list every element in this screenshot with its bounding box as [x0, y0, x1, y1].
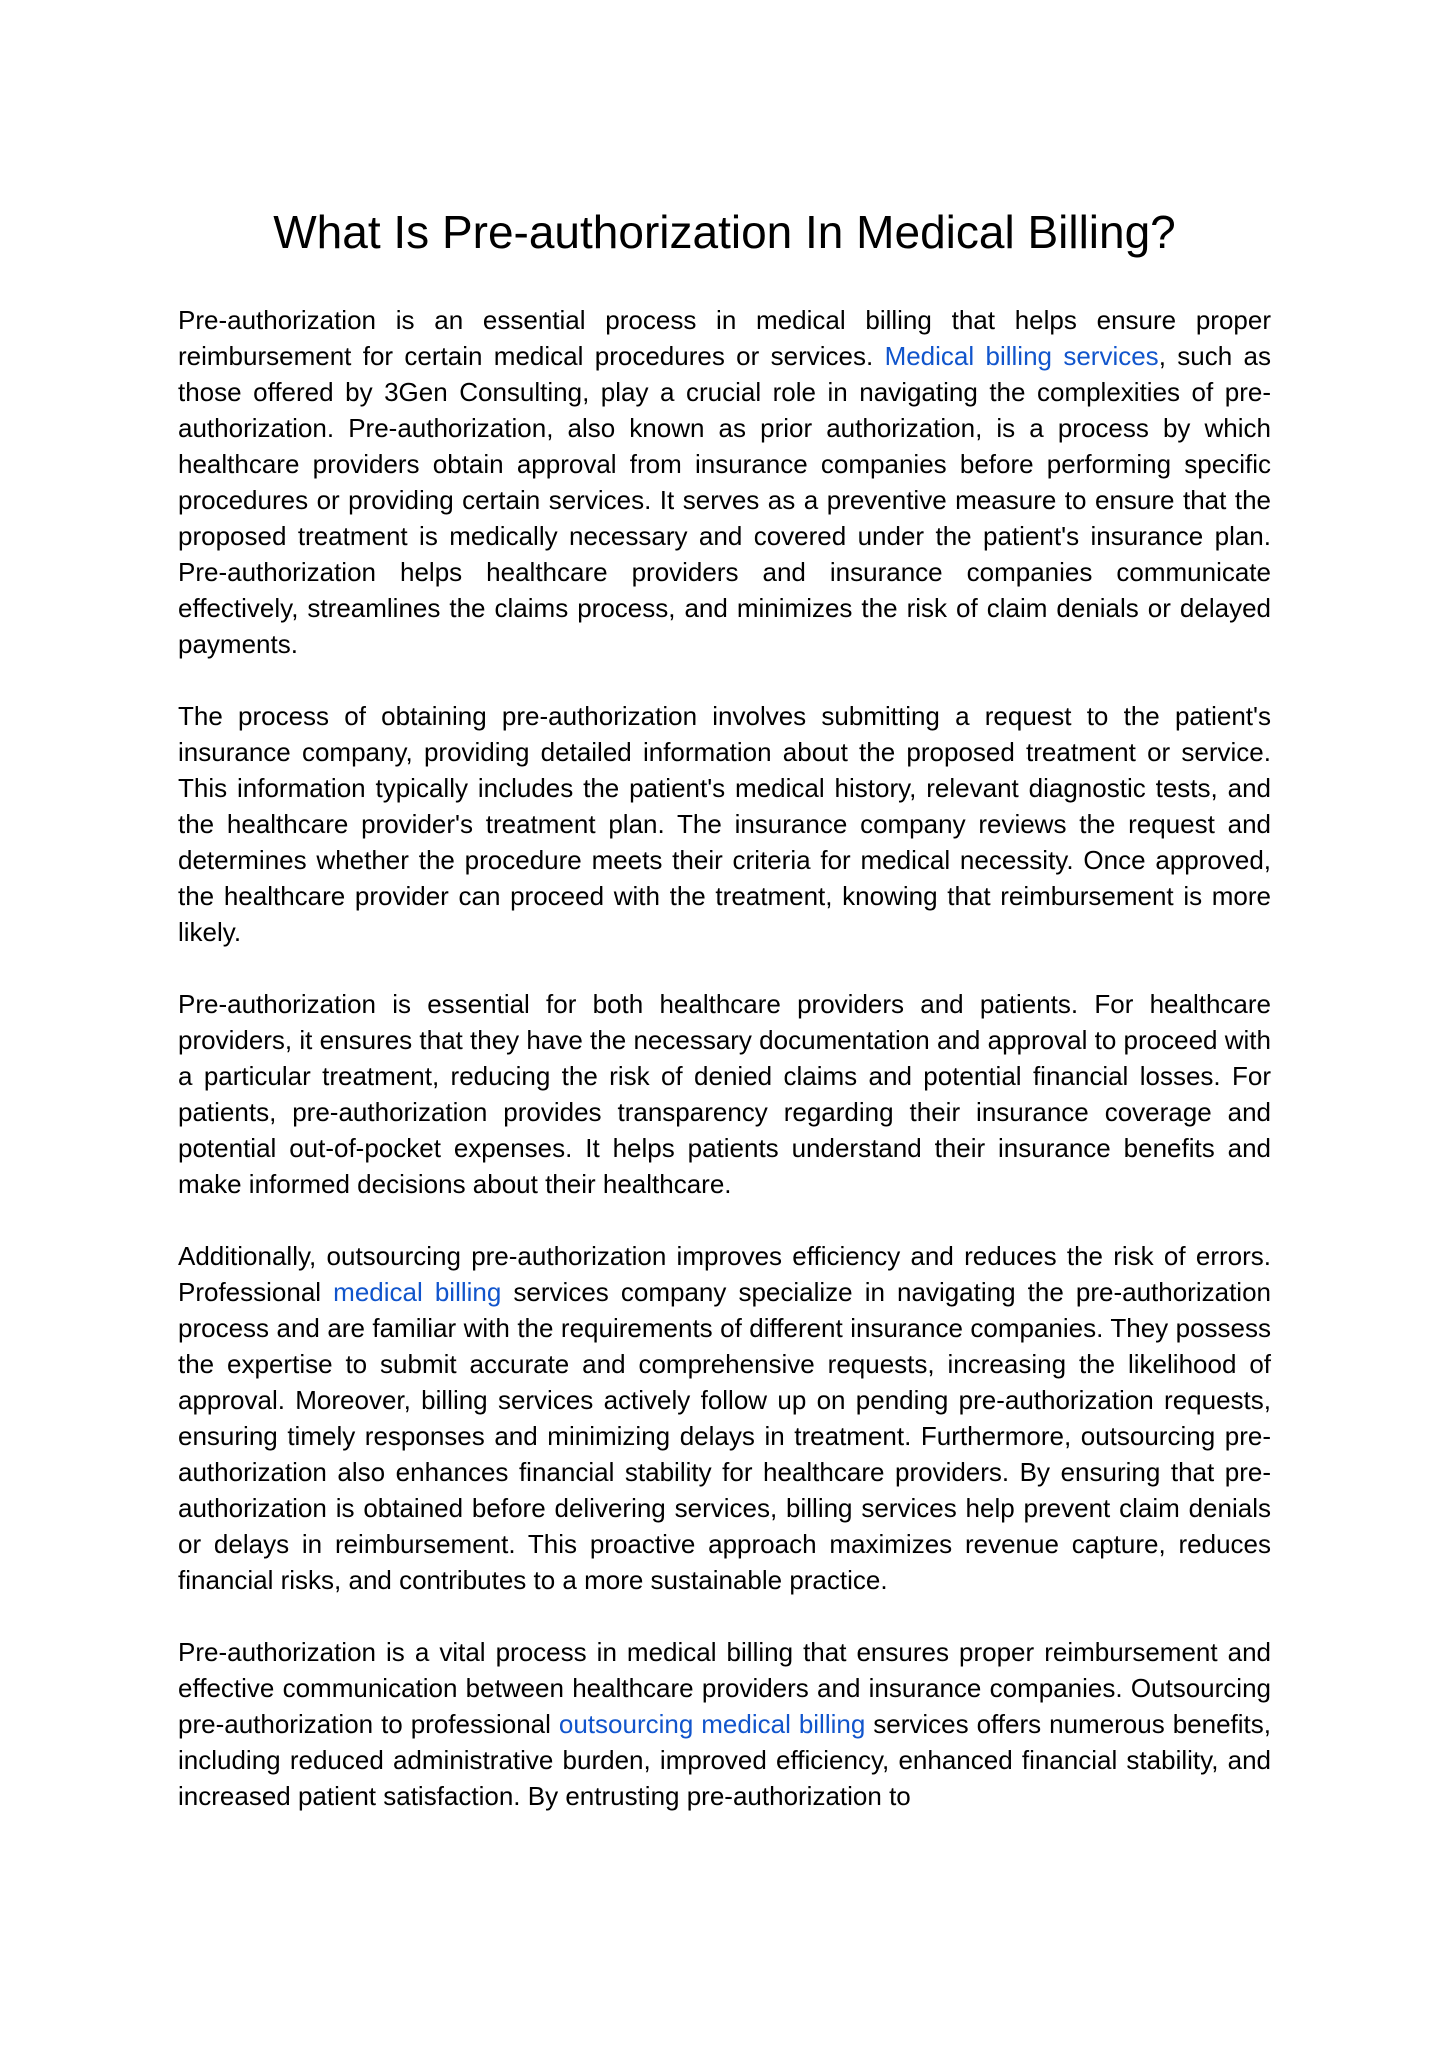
- paragraph: [178, 302, 1271, 662]
- document-body: [178, 302, 1271, 1814]
- paragraph: [178, 698, 1271, 950]
- inline-link[interactable]: medical billing: [333, 1277, 502, 1308]
- paragraph-text: Pre-authorization is a vital process in medical billing that ensures proper reimbursement and effective communication between healthcare providers and insurance companies. Outsourcing pre-authorization to professional: [178, 1637, 1271, 1740]
- paragraph: [178, 1238, 1271, 1598]
- paragraph-text: services company specialize in navigating the pre-authorization process and are familiar with the requirements of different insurance companies. They possess the expertise to submit accurate and comprehensive requests, increasing the likelihood of approval. Moreover, billing services actively follow up on pending pre-authorization requests, ensuring timely responses and minimizing delays in treatment. Furthermore, outsourcing pre-authorization also enhances financial stability for healthcare providers. By ensuring that pre-authorization is obtained before delivering services, billing services help prevent claim denials or delays in reimbursement. This proactive approach maximizes revenue capture, reduces financial risks, and contributes to a more sustainable practice.: [178, 1277, 1271, 1596]
- paragraph: [178, 1634, 1271, 1814]
- paragraph-text: , such as those offered by 3Gen Consulting, play a crucial role in navigating the complexities of pre-authorization. Pre-authorization, also known as prior authorization, is a process by which healthcare providers obtain approval from insurance companies before performing specific procedures or providing certain services. It serves as a preventive measure to ensure that the proposed treatment is medically necessary and covered under the patient's insurance plan. Pre-authorization helps healthcare providers and insurance companies communicate effectively, streamlines the claims process, and minimizes the risk of claim denials or delayed payments.: [178, 341, 1271, 660]
- paragraph-text: services offers numerous benefits, including reduced administrative burden, improved efficiency, enhanced financial stability, and increased patient satisfaction. By entrusting pre-authorization to: [178, 1709, 1271, 1812]
- inline-link[interactable]: Medical billing services: [884, 341, 1159, 372]
- paragraph-text: The process of obtaining pre-authorization involves submitting a request to the patient's insurance company, providing detailed information about the proposed treatment or service. This information typically includes the patient's medical history, relevant diagnostic tests, and the healthcare provider's treatment plan. The insurance company reviews the request and determines whether the procedure meets their criteria for medical necessity. Once approved, the healthcare provider can proceed with the treatment, knowing that reimbursement is more likely.: [178, 701, 1271, 948]
- paragraph-text: Pre-authorization is essential for both healthcare providers and patients. For healthcare providers, it ensures that they have the necessary documentation and approval to proceed with a particular treatment, reducing the risk of denied claims and potential financial losses. For patients, pre-authorization provides transparency regarding their insurance coverage and potential out-of-pocket expenses. It helps patients understand their insurance benefits and make informed decisions about their healthcare.: [178, 989, 1271, 1200]
- inline-link[interactable]: outsourcing medical billing: [558, 1709, 866, 1740]
- paragraph-text: Additionally, outsourcing pre-authorization improves efficiency and reduces the risk of errors. Professional: [178, 1241, 1271, 1308]
- paragraph-text: Pre-authorization is an essential process in medical billing that helps ensure proper reimbursement for certain medical procedures or services.: [178, 305, 1271, 372]
- document-title: What Is Pre-authorization In Medical Billing?: [273, 206, 1176, 258]
- paragraph: [178, 986, 1271, 1202]
